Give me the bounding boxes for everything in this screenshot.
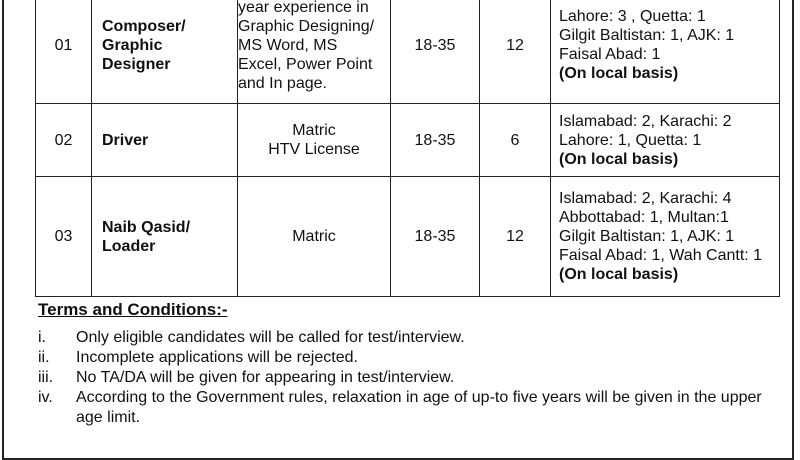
basis-note: (On local basis) xyxy=(559,150,679,168)
basis-note: (On local basis) xyxy=(559,266,679,283)
term-number: i. xyxy=(38,329,46,346)
basis-note: (On local basis) xyxy=(559,65,679,82)
qualification: Matric xyxy=(238,177,391,297)
term-text: According to the Government rules, relaxation in age of up-to five years will be given in the upper age limit. xyxy=(76,389,762,426)
serial-number: 01 xyxy=(36,0,92,104)
serial-number: 02 xyxy=(36,104,92,177)
table-row xyxy=(36,104,780,177)
qualification: year experience in Graphic Designing/ MS Word, MS Excel, Power Point and In page. xyxy=(238,0,391,104)
age-limit: 18-35 xyxy=(391,104,480,177)
age-limit: 18-35 xyxy=(391,0,480,104)
post-distribution: Lahore: 3 , Quetta: 1 Gilgit Baltistan: 1, AJK: 1 Faisal Abad: 1 (On local basis) xyxy=(551,0,780,104)
term-text: No TA/DA will be given for appearing in test/interview. xyxy=(76,369,455,386)
term-number: iv. xyxy=(38,389,53,406)
term-number: ii. xyxy=(38,349,50,366)
term-text: Only eligible candidates will be called for test/interview. xyxy=(76,329,465,346)
post-distribution: Islamabad: 2, Karachi: 4 Abbottabad: 1, Multan:1 Gilgit Baltistan: 1, AJK: 1 Faisal Abad: 1, Wah Cantt: 1 (On local basis) xyxy=(551,177,780,297)
post-count: 12 xyxy=(480,0,551,104)
terms-list xyxy=(38,328,788,428)
terms-heading: Terms and Conditions:- xyxy=(38,300,228,319)
list-item xyxy=(38,368,788,388)
post-count: 6 xyxy=(480,104,551,177)
age-limit: 18-35 xyxy=(391,177,480,297)
post-name: Driver xyxy=(92,104,238,177)
table-row xyxy=(36,177,780,297)
list-item xyxy=(38,328,788,348)
list-item xyxy=(38,388,788,428)
serial-number: 03 xyxy=(36,177,92,297)
list-item xyxy=(38,348,788,368)
post-count: 12 xyxy=(480,177,551,297)
table-row xyxy=(36,0,780,104)
post-name: Composer/ Graphic Designer xyxy=(92,0,238,104)
term-number: iii. xyxy=(38,369,54,386)
jobs-table xyxy=(35,0,780,297)
post-name: Naib Qasid/ Loader xyxy=(92,177,238,297)
qualification: Matric HTV License xyxy=(238,104,391,177)
post-distribution: Islamabad: 2, Karachi: 2 Lahore: 1, Quetta: 1 (On local basis) xyxy=(551,104,780,177)
term-text: Incomplete applications will be rejected. xyxy=(76,349,358,366)
